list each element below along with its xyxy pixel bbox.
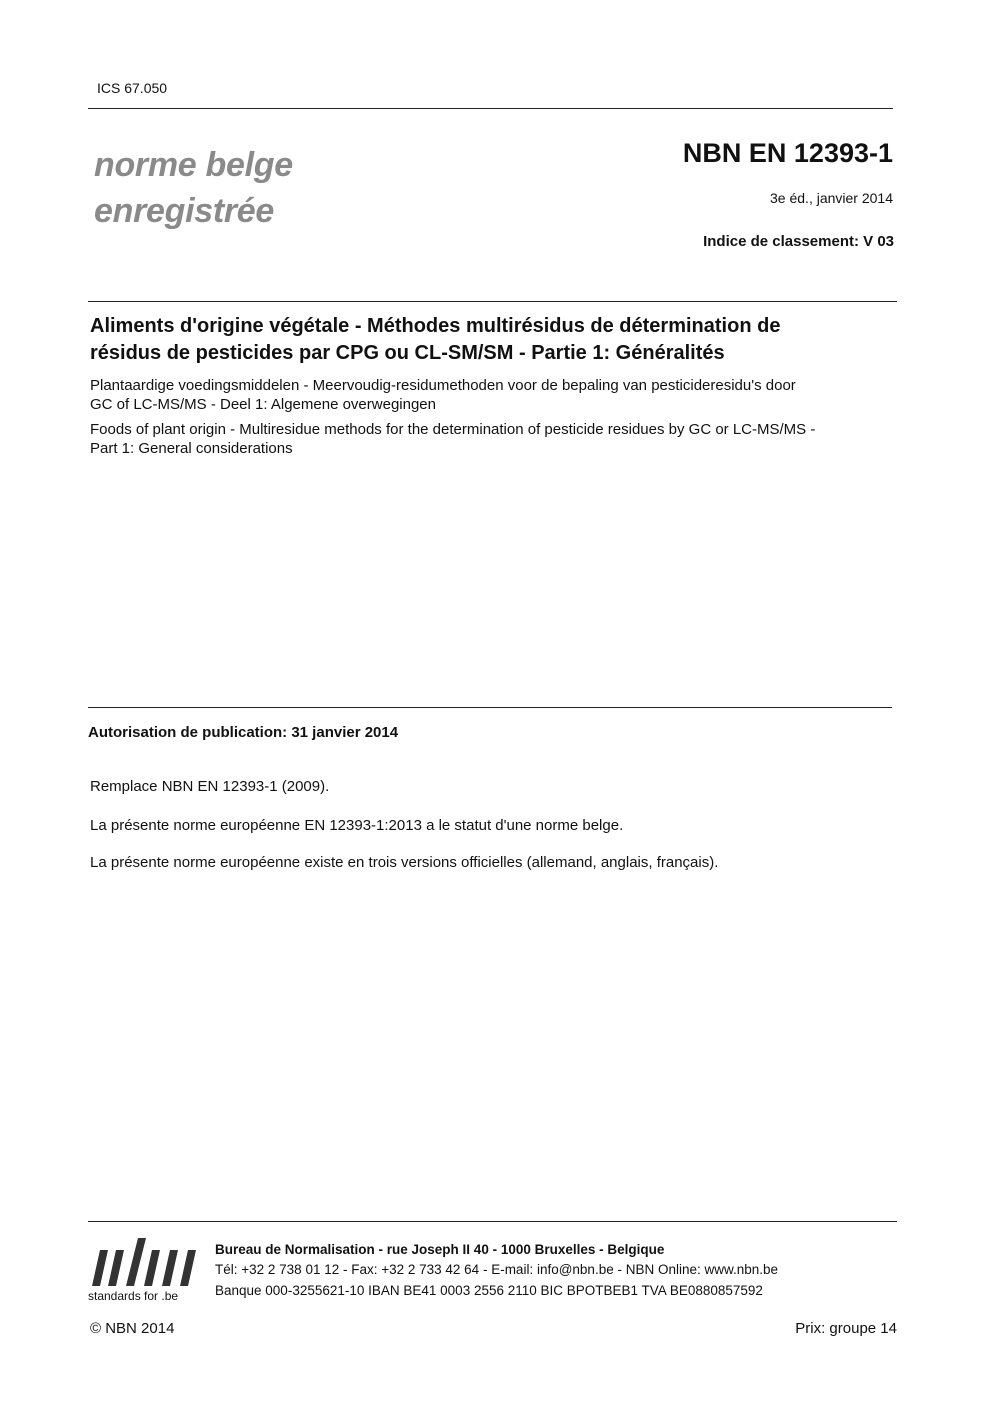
title-dutch-line-2: GC of LC-MS/MS - Deel 1: Algemene overwegingen <box>90 396 436 413</box>
title-french-line-2: résidus de pesticides par CPG ou CL-SM/SM - Partie 1: Généralités <box>90 342 725 364</box>
brand-line-1: norme belge <box>94 146 293 184</box>
standard-number: NBN EN 12393-1 <box>682 138 893 168</box>
title-english-line-2: Part 1: General considerations <box>90 440 293 457</box>
address-line: Bureau de Normalisation - rue Joseph II 40 - 1000 Bruxelles - Belgique <box>215 1242 665 1257</box>
note-versions: La présente norme européenne existe en trois versions officielles (allemand, anglais, français). <box>90 854 719 871</box>
classification-index: Indice de classement: V 03 <box>703 233 894 250</box>
brand-title <box>94 142 293 234</box>
price-group: Prix: groupe 14 <box>795 1320 897 1337</box>
bank-line: Banque 000-3255621-10 IBAN BE41 0003 2556 2110 BIC BPOTBEB1 TVA BE0880857592 <box>215 1283 763 1298</box>
brand-line-2: enregistrée <box>94 192 275 230</box>
title-dutch-line-1: Plantaardige voedingsmiddelen - Meervoudig-residumethoden voor de bepaling van pesticideresidu's door <box>90 377 796 394</box>
publication-authorisation: Autorisation de publication: 31 janvier 2014 <box>88 724 399 741</box>
title-english <box>90 420 910 458</box>
edition-date: 3e éd., janvier 2014 <box>770 190 893 206</box>
publication-divider <box>88 707 892 708</box>
top-divider <box>88 108 893 109</box>
note-status: La présente norme européenne EN 12393-1:2013 a le statut d'une norme belge. <box>90 817 624 834</box>
title-french-line-1: Aliments d'origine végétale - Méthodes multirésidus de détermination de <box>90 315 781 337</box>
title-english-line-1: Foods of plant origin - Multiresidue methods for the determination of pesticide residues by GC or LC-MS/MS - <box>90 421 816 438</box>
note-replaces: Remplace NBN EN 12393-1 (2009). <box>90 778 330 795</box>
title-french <box>90 313 910 367</box>
title-divider <box>88 301 897 302</box>
footer-divider <box>88 1221 897 1222</box>
contact-line: Tél: +32 2 738 01 12 - Fax: +32 2 733 42 64 - E-mail: info@nbn.be - NBN Online: www.nbn.be <box>215 1262 779 1277</box>
logo-caption: standards for .be <box>88 1289 179 1303</box>
copyright: © NBN 2014 <box>90 1320 175 1337</box>
title-dutch <box>90 376 910 414</box>
ics-code: ICS 67.050 <box>97 80 168 96</box>
